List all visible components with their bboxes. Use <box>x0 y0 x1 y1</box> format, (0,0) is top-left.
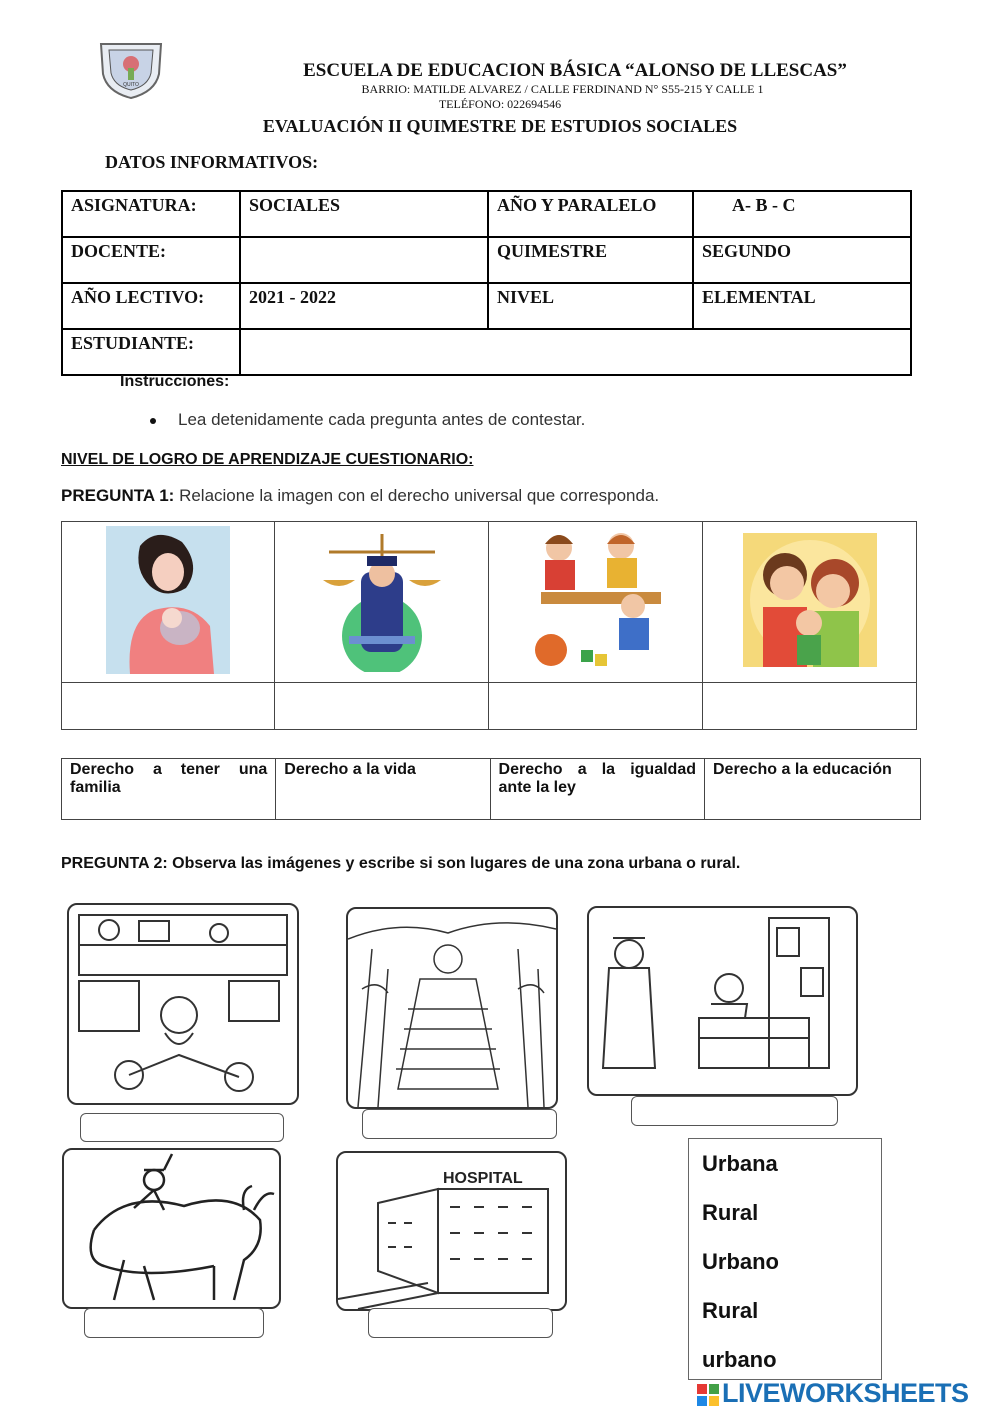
bullet-icon <box>150 418 156 424</box>
asignatura-value: SOCIALES <box>240 191 488 237</box>
pregunta1-label: PREGUNTA 1: <box>61 486 175 505</box>
answer-cell-2[interactable] <box>275 683 488 730</box>
answer-box-rodeo[interactable] <box>84 1308 264 1338</box>
answer-cell-4[interactable] <box>703 683 917 730</box>
hospital-image <box>336 1151 567 1311</box>
justice-police-image <box>275 522 488 683</box>
children-study-image <box>488 522 702 683</box>
word-bank-item[interactable]: Rural <box>702 1298 759 1323</box>
quimestre-label: QUIMESTRE <box>488 237 693 283</box>
answer-cell-3[interactable] <box>488 683 702 730</box>
estudiante-label: ESTUDIANTE: <box>62 329 240 375</box>
anio-paralelo-value: A- B - C <box>693 191 911 237</box>
pregunta1-text: Relacione la imagen con el derecho universal que corresponda. <box>174 486 660 505</box>
option-familia[interactable]: Derecho a tener una familia <box>62 759 276 820</box>
docente-label: DOCENTE: <box>62 237 240 283</box>
answer-box-hospital[interactable] <box>368 1308 553 1338</box>
word-bank-item[interactable]: urbano <box>702 1347 777 1372</box>
pregunta1-image-table <box>61 521 917 730</box>
anio-paralelo-label: AÑO Y PARALELO <box>488 191 693 237</box>
word-bank-item[interactable]: Urbana <box>702 1151 778 1176</box>
pregunta1-options-table <box>61 758 921 820</box>
quimestre-value: SEGUNDO <box>693 237 911 283</box>
option-vida[interactable]: Derecho a la vida <box>276 759 490 820</box>
anio-lectivo-value: 2021 - 2022 <box>240 283 488 329</box>
school-address: BARRIO: MATILDE ALVAREZ / CALLE FERDINAND N° S55-215 Y CALLE 1 <box>361 82 764 96</box>
school-name: ESCUELA DE EDUCACION BÁSICA “ALONSO DE LLESCAS” <box>303 60 847 81</box>
mother-baby-image <box>62 522 275 683</box>
nivel-value: ELEMENTAL <box>693 283 911 329</box>
instruction-text: Lea detenidamente cada pregunta antes de contestar. <box>178 410 586 429</box>
instructions-title: Instrucciones: <box>120 373 230 390</box>
liveworksheets-brand[interactable]: LIVEWORKSHEETS <box>722 1378 969 1408</box>
docente-field[interactable] <box>240 237 488 283</box>
rodeo-bull-image <box>62 1148 281 1309</box>
instruction-item <box>150 410 585 430</box>
datos-informativos-title: DATOS INFORMATIVOS: <box>105 152 319 172</box>
asignatura-label: ASIGNATURA: <box>62 191 240 237</box>
newsstand-image <box>587 906 858 1096</box>
liveworksheets-logo-icon <box>697 1384 719 1406</box>
option-educacion[interactable]: Derecho a la educación <box>705 759 921 820</box>
answer-box-newsstand[interactable] <box>631 1096 838 1126</box>
word-bank-item[interactable]: Rural <box>702 1200 759 1225</box>
info-table <box>61 190 912 376</box>
school-phone: TELÉFONO: 022694546 <box>438 97 562 111</box>
option-igualdad[interactable]: Derecho a la igualdad ante la ley <box>490 759 704 820</box>
word-bank <box>688 1138 882 1380</box>
word-bank-item[interactable]: Urbano <box>702 1249 779 1274</box>
estudiante-field[interactable] <box>240 329 911 375</box>
section-title: NIVEL DE LOGRO DE APRENDIZAJE CUESTIONARIO: <box>61 451 474 468</box>
cornfield-woman-image <box>346 907 558 1109</box>
pregunta1-prompt <box>61 486 659 506</box>
toy-store-image <box>67 903 299 1105</box>
hospital-sign: HOSPITAL <box>443 1170 523 1187</box>
pregunta2-prompt: PREGUNTA 2: Observa las imágenes y escribe si son lugares de una zona urbana o rural. <box>61 855 741 872</box>
anio-lectivo-label: AÑO LECTIVO: <box>62 283 240 329</box>
nivel-label: NIVEL <box>488 283 693 329</box>
family-image <box>703 522 917 683</box>
evaluation-title: EVALUACIÓN II QUIMESTRE DE ESTUDIOS SOCIALES <box>262 116 738 136</box>
answer-cell-1[interactable] <box>62 683 275 730</box>
logo-text: QUITO <box>123 82 139 88</box>
answer-box-toy-store[interactable] <box>80 1113 284 1142</box>
answer-box-cornfield[interactable] <box>362 1109 557 1139</box>
